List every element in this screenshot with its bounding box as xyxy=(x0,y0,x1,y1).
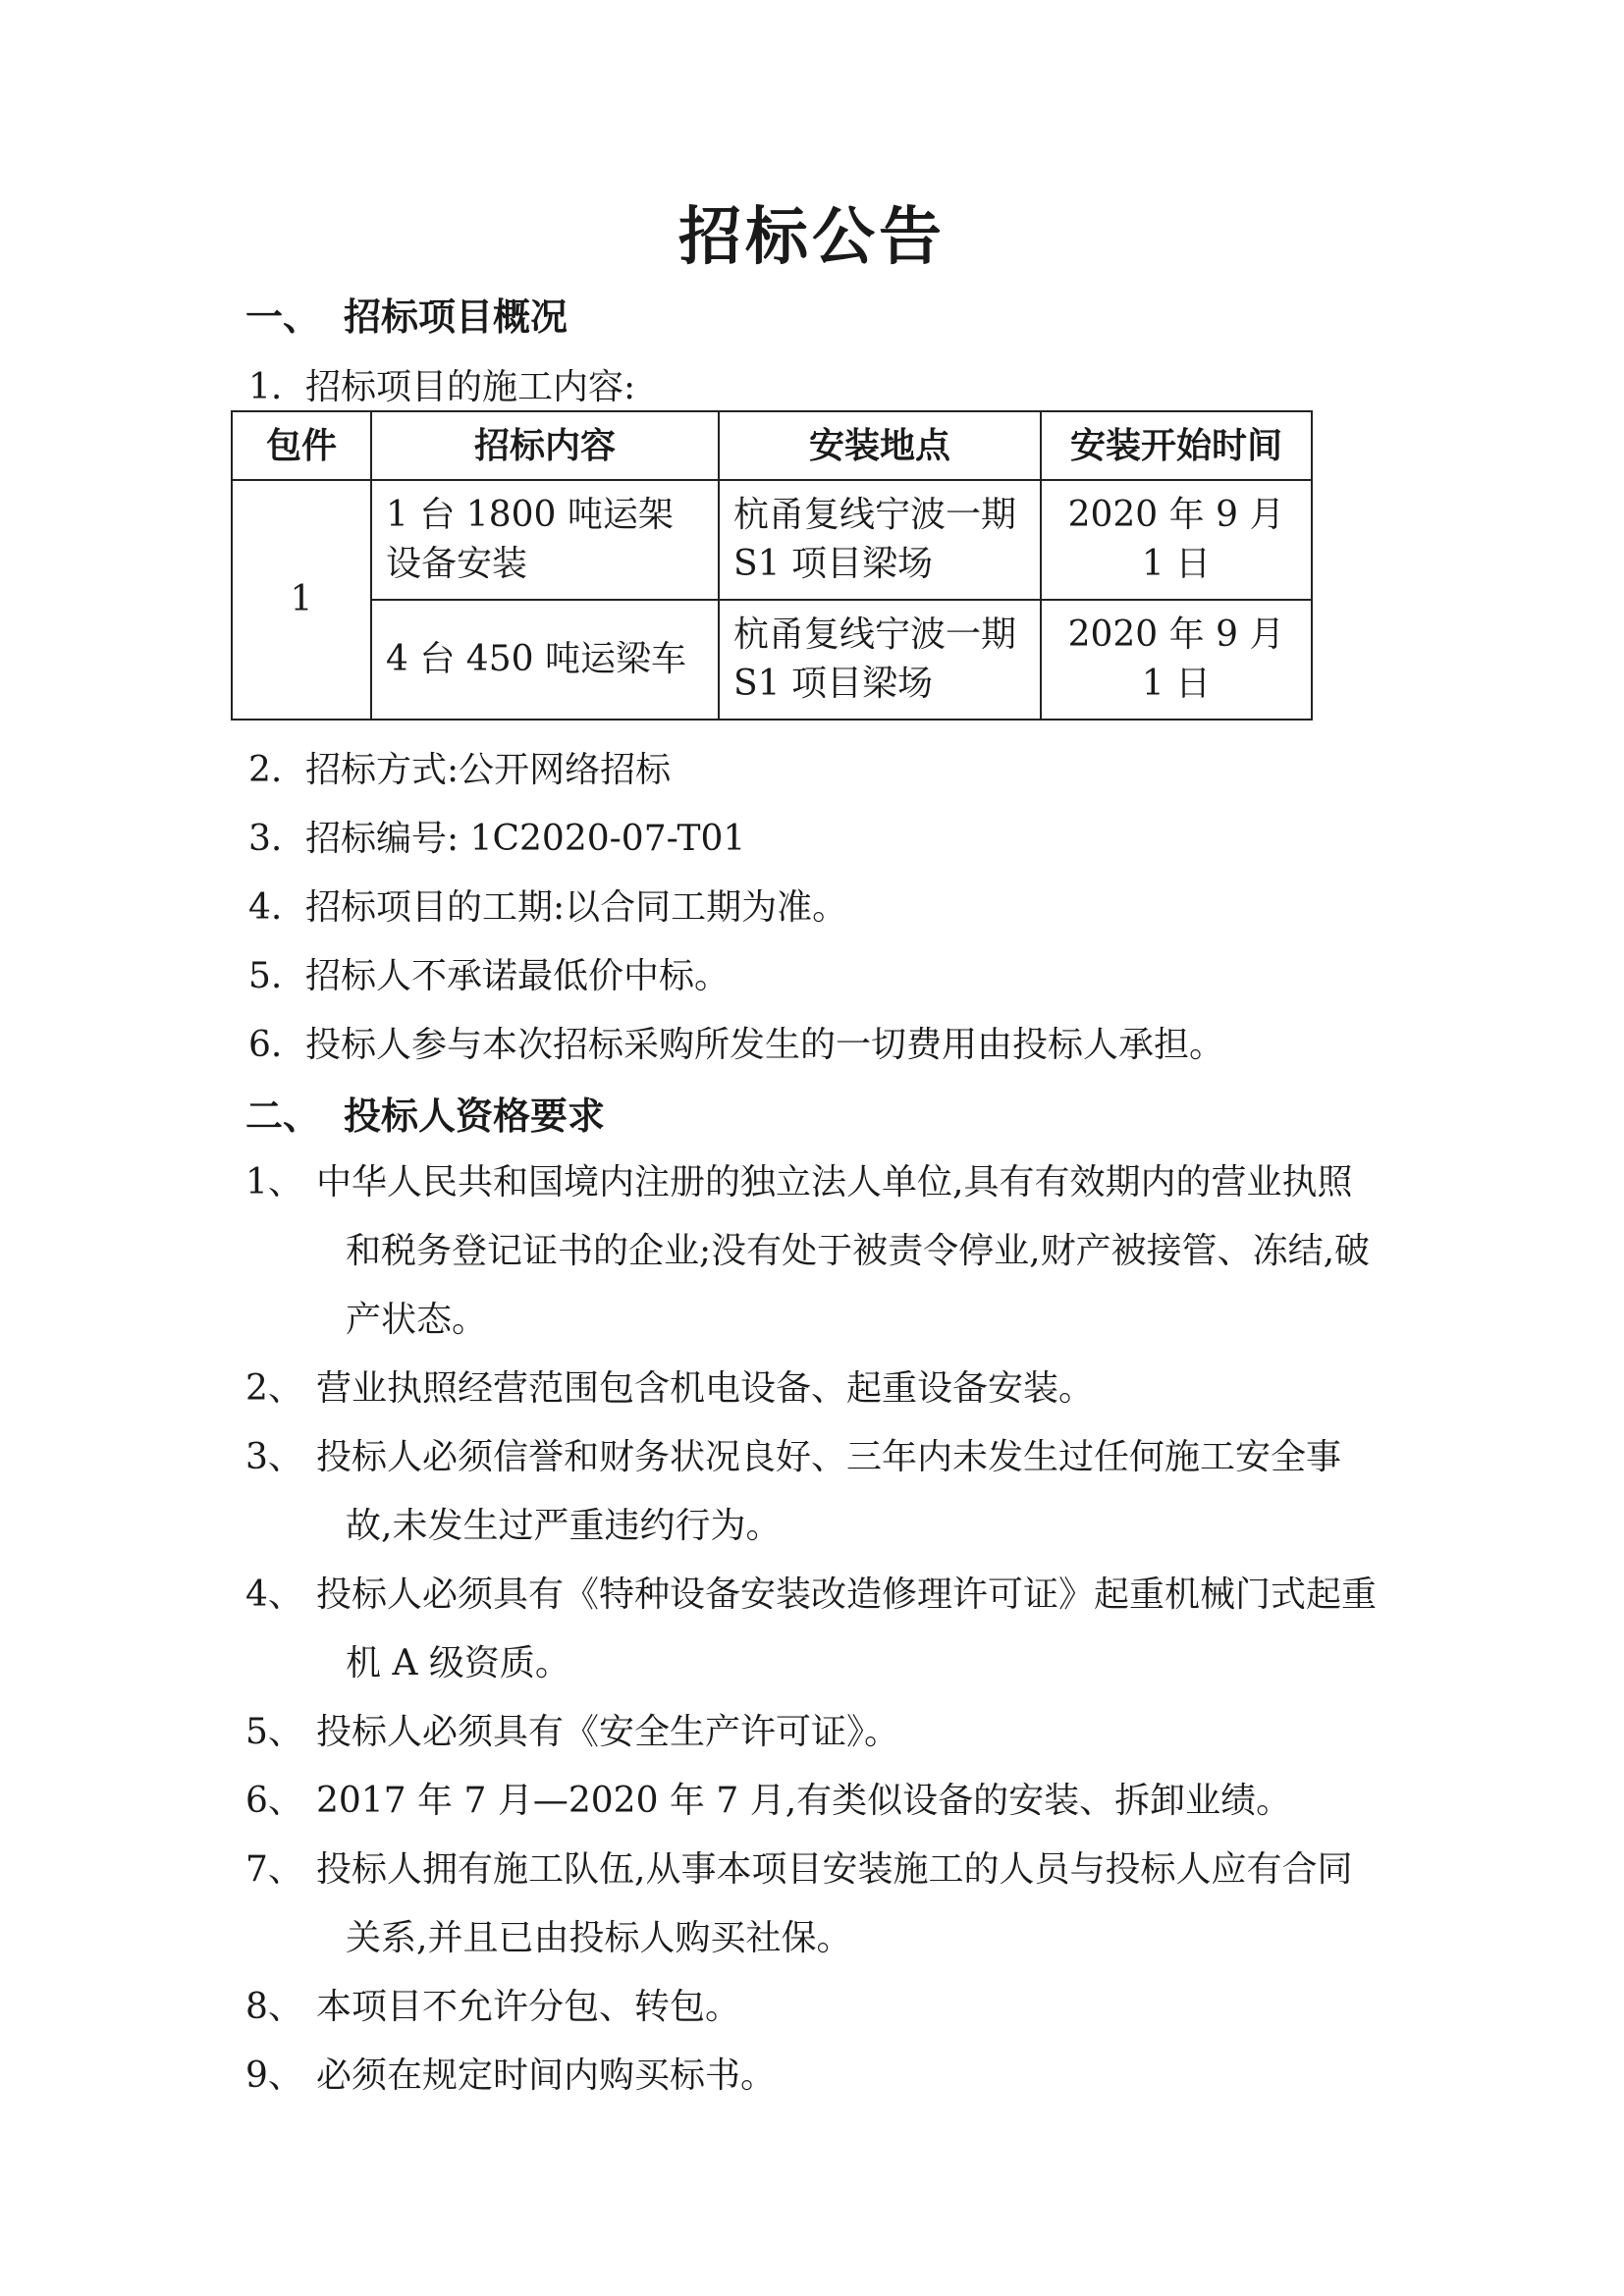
section1-number: 一、 xyxy=(245,294,321,339)
content-cell: 4 台 450 吨运梁车 xyxy=(371,600,719,720)
list-item xyxy=(245,1423,1384,1561)
column-header: 安装地点 xyxy=(719,411,1041,480)
item-text: 投标人参与本次招标采购所发生的一切费用由投标人承担。 xyxy=(305,1025,1225,1065)
item-number: 5. xyxy=(248,956,283,996)
list-item xyxy=(248,811,745,861)
item-number: 3. xyxy=(248,819,283,859)
item-number: 7、 xyxy=(245,1849,303,1890)
page-title: 招标公告 xyxy=(678,200,946,274)
item-number: 8、 xyxy=(245,1987,303,2027)
list-item xyxy=(245,1148,1384,1355)
table-row xyxy=(232,600,1312,720)
location-cell: 杭甬复线宁波一期 S1 项目梁场 xyxy=(719,480,1041,600)
section2-title: 投标人资格要求 xyxy=(344,1094,606,1138)
list-item xyxy=(245,1767,1384,1836)
section2-number: 二、 xyxy=(245,1094,321,1138)
list-item xyxy=(248,1017,1224,1067)
content-cell: 1 台 1800 吨运架设备安装 xyxy=(371,480,719,600)
list-item xyxy=(245,1698,1384,1767)
list-item xyxy=(245,1561,1384,1698)
item-number: 6. xyxy=(248,1025,283,1065)
item-text: 招标方式:公开网络招标 xyxy=(305,750,672,790)
item-text: 招标项目的工期:以合同工期为准。 xyxy=(305,887,848,928)
package-cell: 1 xyxy=(232,480,371,720)
item-number: 9、 xyxy=(245,2056,303,2096)
item-number: 1、 xyxy=(245,1162,303,1202)
item-text: 本项目不允许分包、转包。 xyxy=(316,1987,741,2027)
item-number: 4、 xyxy=(245,1575,303,1615)
item-text: 投标人必须具有《安全生产许可证》。 xyxy=(316,1712,900,1752)
bid-table xyxy=(231,410,1313,721)
item-text: 营业执照经营范围包含机电设备、起重设备安装。 xyxy=(316,1368,1095,1409)
item-number: 6、 xyxy=(245,1781,303,1821)
list-item xyxy=(245,1836,1384,1973)
list-item xyxy=(248,948,730,998)
item-text xyxy=(316,1561,1384,1698)
item-number: 2. xyxy=(248,750,283,790)
item-text: 必须在规定时间内购买标书。 xyxy=(316,2056,777,2096)
list-item xyxy=(248,880,847,930)
column-header: 包件 xyxy=(232,411,371,480)
table-row xyxy=(232,480,1312,600)
location-cell: 杭甬复线宁波一期 S1 项目梁场 xyxy=(719,600,1041,720)
start-date-cell: 2020 年 9 月 1 日 xyxy=(1041,600,1312,720)
column-header: 安装开始时间 xyxy=(1041,411,1312,480)
item-number: 1. xyxy=(248,367,283,407)
item-number: 3、 xyxy=(245,1437,303,1477)
list-item xyxy=(245,1355,1384,1423)
item-text-content: 投标人必须信誉和财务状况良好、三年内未发生过任何施工安全事故,未发生过严重违约行为。 xyxy=(316,1437,1342,1546)
item-text: 招标项目的施工内容: xyxy=(305,367,636,407)
list-item xyxy=(248,742,671,792)
item-number: 4. xyxy=(248,887,283,928)
item-text xyxy=(316,1836,1384,1973)
item-text-content: 投标人必须具有《特种设备安装改造修理许可证》起重机械门式起重机 A 级资质。 xyxy=(316,1575,1378,1683)
column-header: 招标内容 xyxy=(371,411,719,480)
section1-intro xyxy=(248,359,635,409)
section1-title: 招标项目概况 xyxy=(344,294,568,339)
item-text-content: 投标人拥有施工队伍,从事本项目安装施工的人员与投标人应有合同关系,并且已由投标人购买社保。 xyxy=(316,1849,1353,1958)
item-text xyxy=(316,1148,1384,1355)
item-text: 2017 年 7 月—2020 年 7 月,有类似设备的安装、拆卸业绩。 xyxy=(316,1781,1292,1821)
section2-heading xyxy=(245,1086,605,1140)
item-number: 2、 xyxy=(245,1368,303,1409)
item-number: 5、 xyxy=(245,1712,303,1752)
item-text: 招标人不承诺最低价中标。 xyxy=(305,956,731,996)
table-header-row xyxy=(232,411,1312,480)
item-text-content: 中华人民共和国境内注册的独立法人单位,具有有效期内的营业执照和税务登记证书的企业;没有处于被责令停业,财产被接管、冻结,破产状态。 xyxy=(316,1162,1371,1340)
start-date-cell: 2020 年 9 月 1 日 xyxy=(1041,480,1312,600)
item-text: 招标编号: 1C2020-07-T01 xyxy=(305,819,746,859)
list-item xyxy=(245,1973,1384,2042)
item-text xyxy=(316,1423,1384,1561)
list-item xyxy=(245,2042,1384,2110)
section1-heading xyxy=(245,287,568,341)
